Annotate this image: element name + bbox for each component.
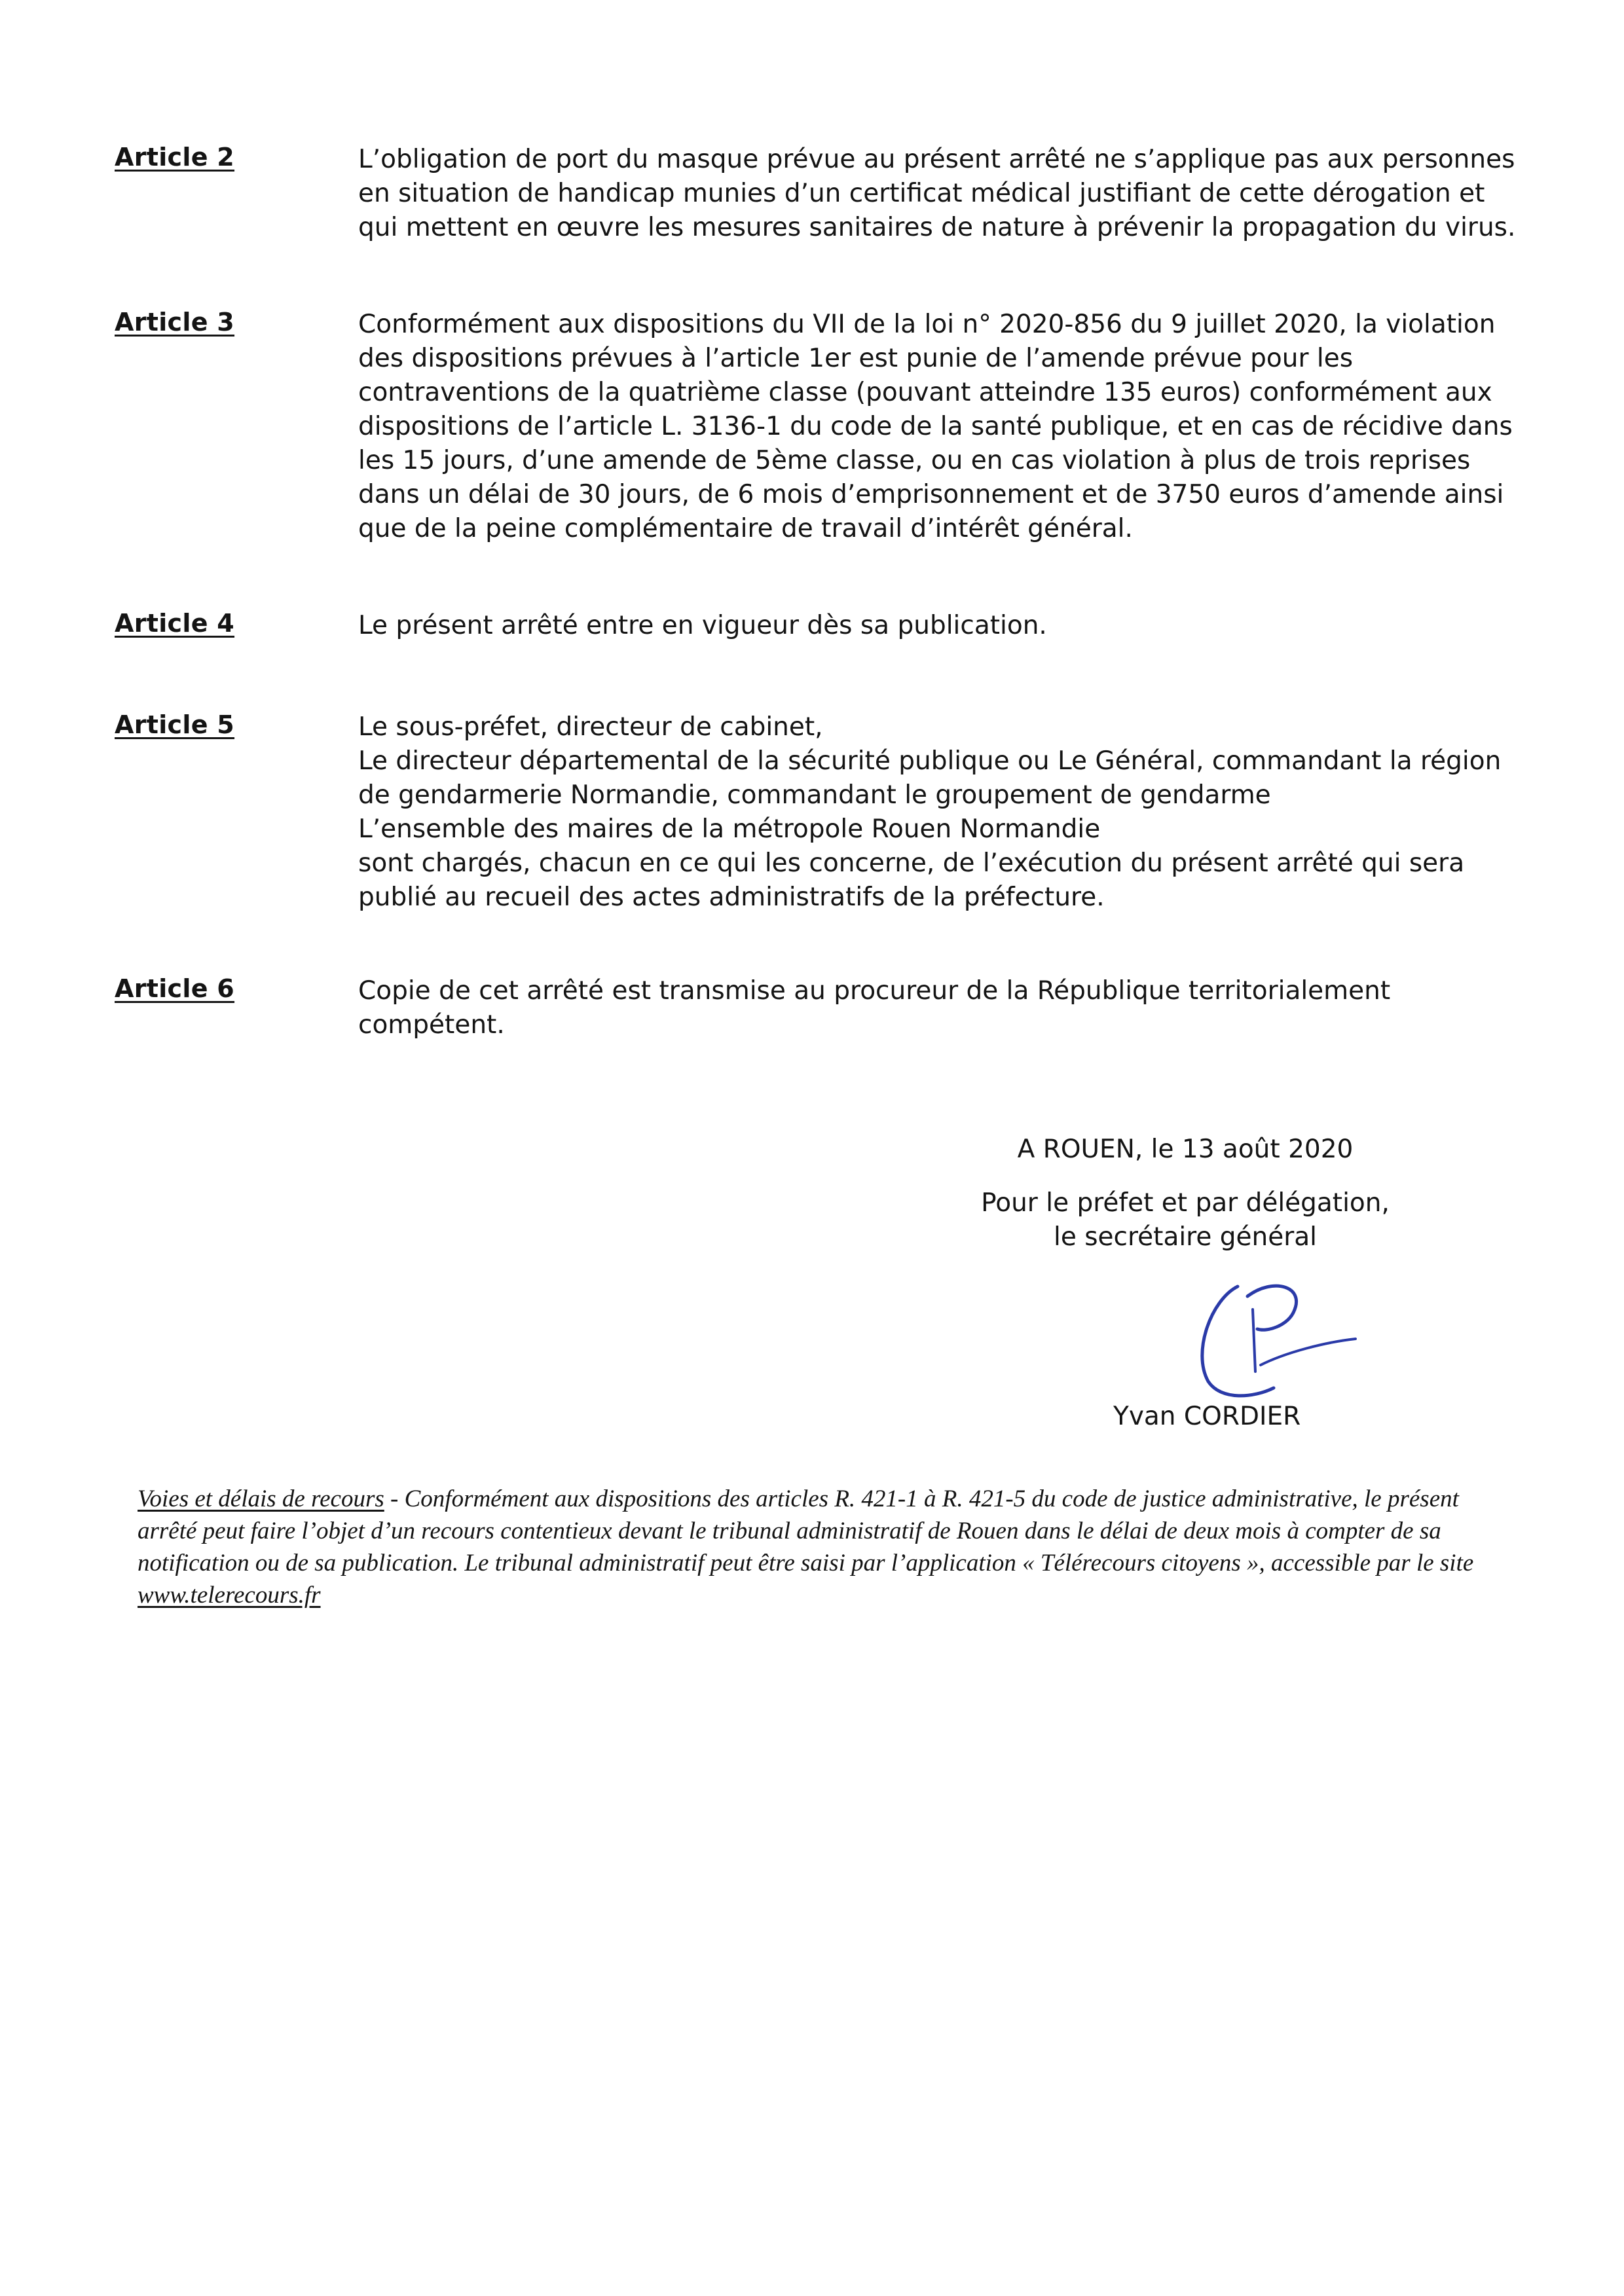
signatory-name: Yvan CORDIER [1113, 1402, 1301, 1431]
text-line: les 15 jours, d’une amende de 5ème classe, ou en cas violation à plus de trois reprises [358, 446, 1471, 475]
article-label: Article 4 [115, 609, 235, 638]
handwritten-signature [1175, 1273, 1359, 1404]
text-line: publié au recueil des actes administratifs de la préfecture. [358, 883, 1105, 912]
signature-block [851, 1133, 1519, 1254]
article-label: Article 3 [115, 308, 235, 337]
text-line: Conformément aux dispositions du VII de la loi n° 2020-856 du 9 juillet 2020, la violation [358, 310, 1496, 339]
recours-text: Conformément aux dispositions des articles R. 421-1 à R. 421-5 du code de justice administrative, le présent arrêté peut faire l’objet d’un recours contentieux devant le tribunal administratif de Rouen dans le délai de deux mois à compter de sa notification ou de sa publication. Le tribunal administratif peut être saisi par l’application « Télérecours citoyens », accessible par le site [138, 1485, 1474, 1576]
article-label: Article 2 [115, 143, 235, 172]
recours-separator: - [384, 1485, 405, 1512]
text-line: en situation de handicap munies d’un certificat médical justifiant de cette dérogation et [358, 179, 1485, 208]
text-line: que de la peine complémentaire de travail d’intérêt général. [358, 514, 1133, 543]
text-line: compétent. [358, 1010, 505, 1040]
text-line: dans un délai de 30 jours, de 6 mois d’emprisonnement et de 3750 euros d’amende ainsi [358, 480, 1504, 509]
text-line: contraventions de la quatrième classe (pouvant atteindre 135 euros) conformément aux [358, 378, 1492, 407]
text-line: Le sous-préfet, directeur de cabinet, [358, 712, 823, 742]
place-date: A ROUEN, le 13 août 2020 [1017, 1135, 1354, 1164]
text-line: sont chargés, chacun en ce qui les concerne, de l’exécution du présent arrêté qui sera [358, 848, 1465, 878]
signatory-title: le secrétaire général [1054, 1222, 1317, 1252]
text-line: L’ensemble des maires de la métropole Rouen Normandie [358, 814, 1101, 844]
text-line: Le présent arrêté entre en vigueur dès sa publication. [358, 611, 1047, 640]
text-line: dispositions de l’article L. 3136-1 du code de la santé publique, et en cas de récidive dans [358, 412, 1513, 441]
text-line: des dispositions prévues à l’article 1er est punie de l’amende prévue pour les [358, 344, 1354, 373]
delegation-line: Pour le préfet et par délégation, [981, 1188, 1390, 1218]
article-text [358, 710, 1524, 915]
text-line: Le directeur départemental de la sécurité publique ou Le Général, commandant la région [358, 746, 1502, 776]
article-text [358, 143, 1524, 245]
article-label: Article 6 [115, 974, 235, 1003]
text-line: L’obligation de port du masque prévue au présent arrêté ne s’applique pas aux personnes [358, 145, 1515, 174]
article-text [358, 974, 1524, 1042]
article-text [358, 308, 1524, 546]
recours-title: Voies et délais de recours [138, 1485, 384, 1512]
recours-notice [138, 1483, 1486, 1611]
article-label: Article 5 [115, 710, 235, 739]
telerecours-link[interactable]: www.telerecours.fr [138, 1582, 321, 1609]
article-text [358, 609, 1524, 643]
text-line: Copie de cet arrêté est transmise au procureur de la République territorialement [358, 976, 1391, 1006]
text-line: de gendarmerie Normandie, commandant le groupement de gendarme [358, 780, 1271, 810]
text-line: qui mettent en œuvre les mesures sanitaires de nature à prévenir la propagation du virus. [358, 213, 1516, 242]
